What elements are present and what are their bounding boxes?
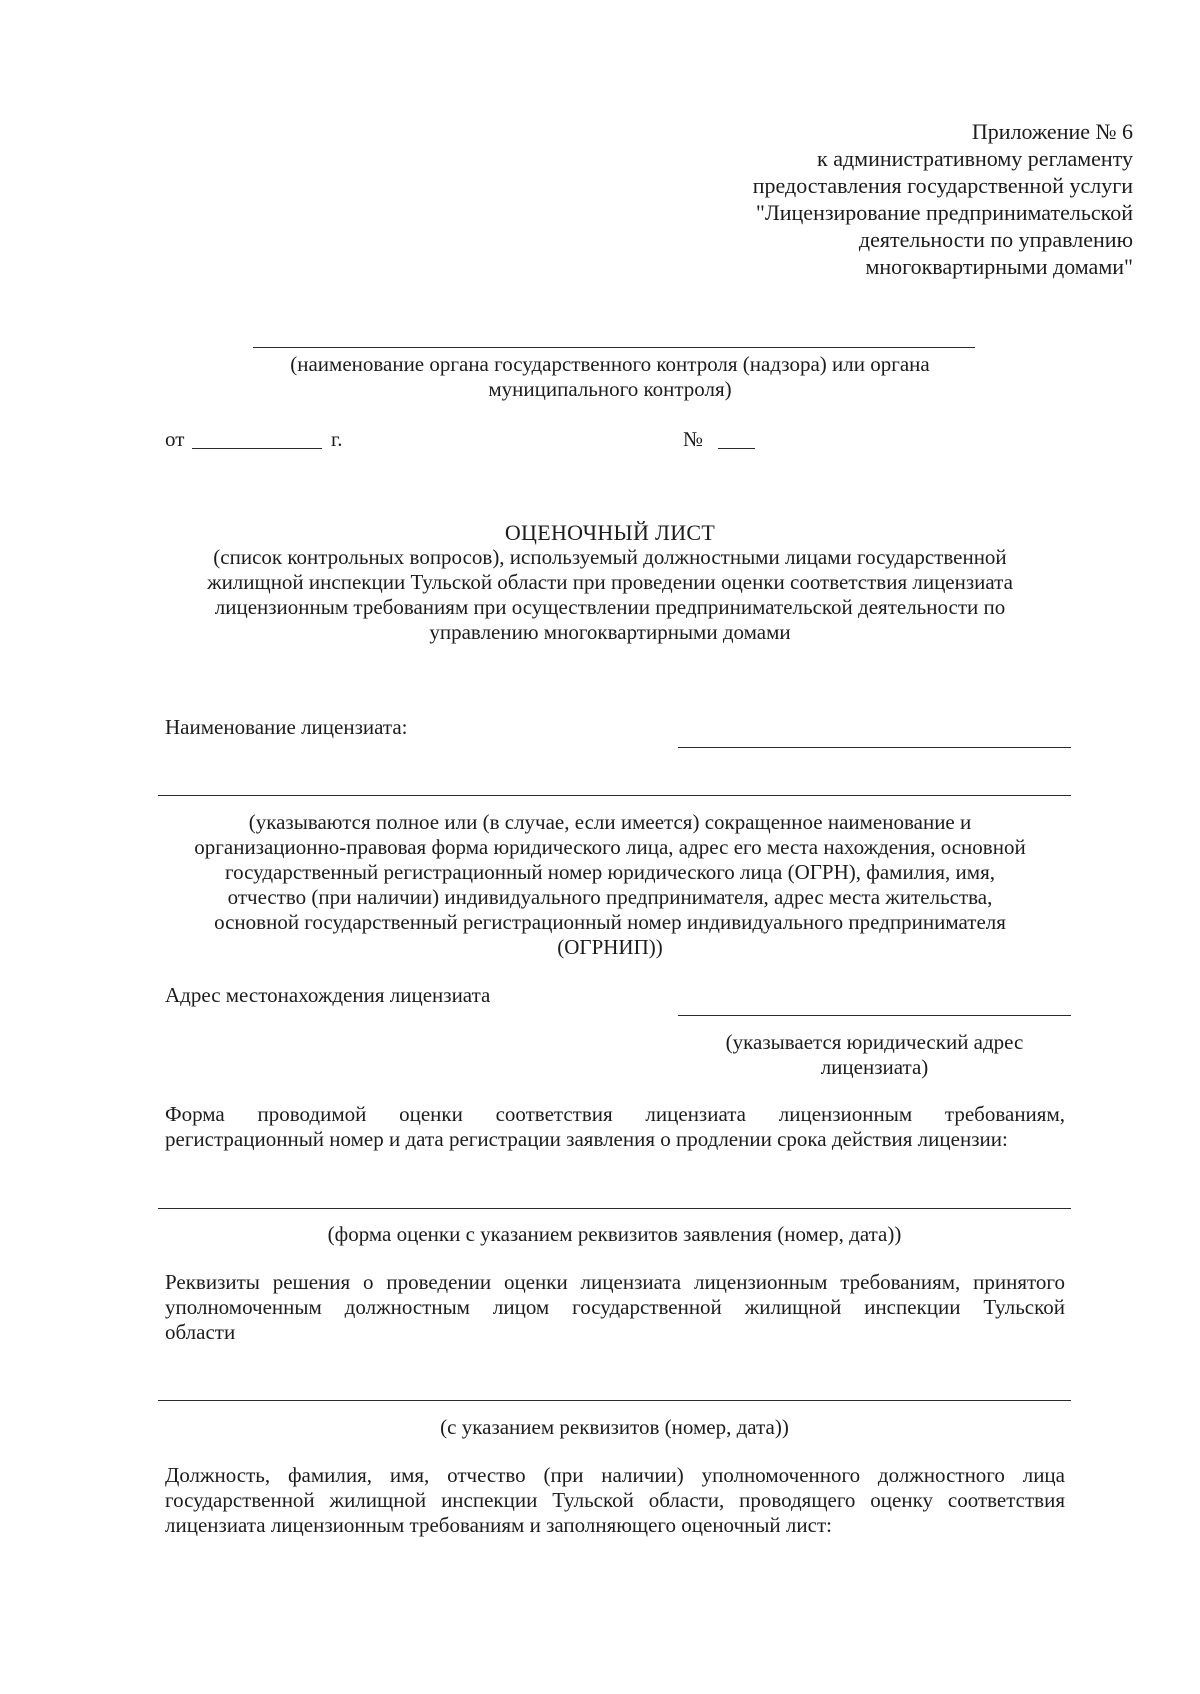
licensee-address-label: Адрес местонахождения лицензиата xyxy=(165,983,491,1007)
caption-line: лицензиата) xyxy=(820,1055,929,1079)
licensee-name-label: Наименование лицензиата: xyxy=(165,715,408,739)
assessment-form-blank-line xyxy=(158,1208,1071,1209)
number-blank-line xyxy=(718,448,755,449)
annex-line: многоквартирными домами" xyxy=(865,254,1133,279)
licensee-name-caption xyxy=(140,810,1080,960)
annex-line: "Лицензирование предпринимательской xyxy=(755,200,1133,225)
caption-line: (указываются полное или (в случае, если имеется) сокращенное наименование и xyxy=(248,810,972,834)
subtitle-line: лицензионным требованиям при осуществлении предпринимательской деятельности по xyxy=(214,595,1006,619)
caption-line: (ОГРНИП)) xyxy=(557,935,663,959)
decision-details-line: Реквизиты решения о проведении оценки лицензиата лицензионным требованиям, принятого xyxy=(165,1270,1065,1294)
decision-details-caption: (с указанием реквизитов (номер, дата)) xyxy=(440,1415,789,1439)
date-blank-line xyxy=(192,448,322,449)
annex-line: к административному регламенту xyxy=(817,146,1133,171)
official-text xyxy=(165,1463,1065,1538)
assessment-form-caption: (форма оценки с указанием реквизитов заявления (номер, дата)) xyxy=(327,1222,902,1246)
authority-caption-line: (наименование органа государственного контроля (надзора) или органа xyxy=(290,352,930,376)
official-line: лицензиата лицензионным требованиям и заполняющего оценочный лист: xyxy=(165,1513,832,1537)
caption-line: (указывается юридический адрес xyxy=(725,1030,1024,1054)
subtitle-line: (список контрольных вопросов), используемый должностными лицами государственной xyxy=(213,545,1007,569)
document-subtitle xyxy=(140,545,1080,645)
authority-caption xyxy=(160,352,1060,402)
official-line: Должность, фамилия, имя, отчество (при наличии) уполномоченного должностного лица xyxy=(165,1463,1065,1487)
assessment-form-line: Форма проводимой оценки соответствия лицензиата лицензионным требованиям, xyxy=(165,1102,1065,1126)
licensee-address-blank-line xyxy=(678,1015,1071,1016)
assessment-form-text xyxy=(165,1102,1065,1152)
annex-line: Приложение № 6 xyxy=(971,119,1133,144)
decision-details-blank-line xyxy=(158,1400,1071,1401)
authority-blank-line xyxy=(253,347,975,348)
licensee-name-blank-line xyxy=(678,747,1071,748)
decision-details-line: уполномоченным должностным лицом государственной жилищной инспекции Тульской xyxy=(165,1295,1065,1319)
subtitle-line: жилищной инспекции Тульской области при проведении оценки соответствия лицензиата xyxy=(207,570,1013,594)
licensee-name-blank-line-2 xyxy=(158,795,1071,796)
caption-line: отчество (при наличии) индивидуального предпринимателя, адрес места жительства, xyxy=(227,885,993,909)
authority-caption-line: муниципального контроля) xyxy=(488,377,732,401)
caption-line: организационно-правовая форма юридического лица, адрес его места нахождения, основной xyxy=(194,835,1026,859)
licensee-address-caption xyxy=(678,1030,1071,1080)
decision-details-line: области xyxy=(165,1320,236,1344)
annex-header xyxy=(613,118,1133,280)
subtitle-line: управлению многоквартирными домами xyxy=(429,620,791,644)
official-line: государственной жилищной инспекции Тульской области, проводящего оценку соответствия xyxy=(165,1488,1065,1512)
number-label: № xyxy=(683,427,704,451)
decision-details-text xyxy=(165,1270,1065,1345)
date-from-label: от xyxy=(165,427,185,451)
annex-line: предоставления государственной услуги xyxy=(752,173,1133,198)
caption-line: государственный регистрационный номер юридического лица (ОГРН), фамилия, имя, xyxy=(224,860,995,884)
assessment-form-line: регистрационный номер и дата регистрации заявления о продлении срока действия лицензии: xyxy=(165,1127,1008,1151)
caption-line: основной государственный регистрационный номер индивидуального предпринимателя xyxy=(214,910,1006,934)
date-year-label: г. xyxy=(331,427,343,451)
document-title: ОЦЕНОЧНЫЙ ЛИСТ xyxy=(504,520,716,545)
annex-line: деятельности по управлению xyxy=(858,227,1133,252)
